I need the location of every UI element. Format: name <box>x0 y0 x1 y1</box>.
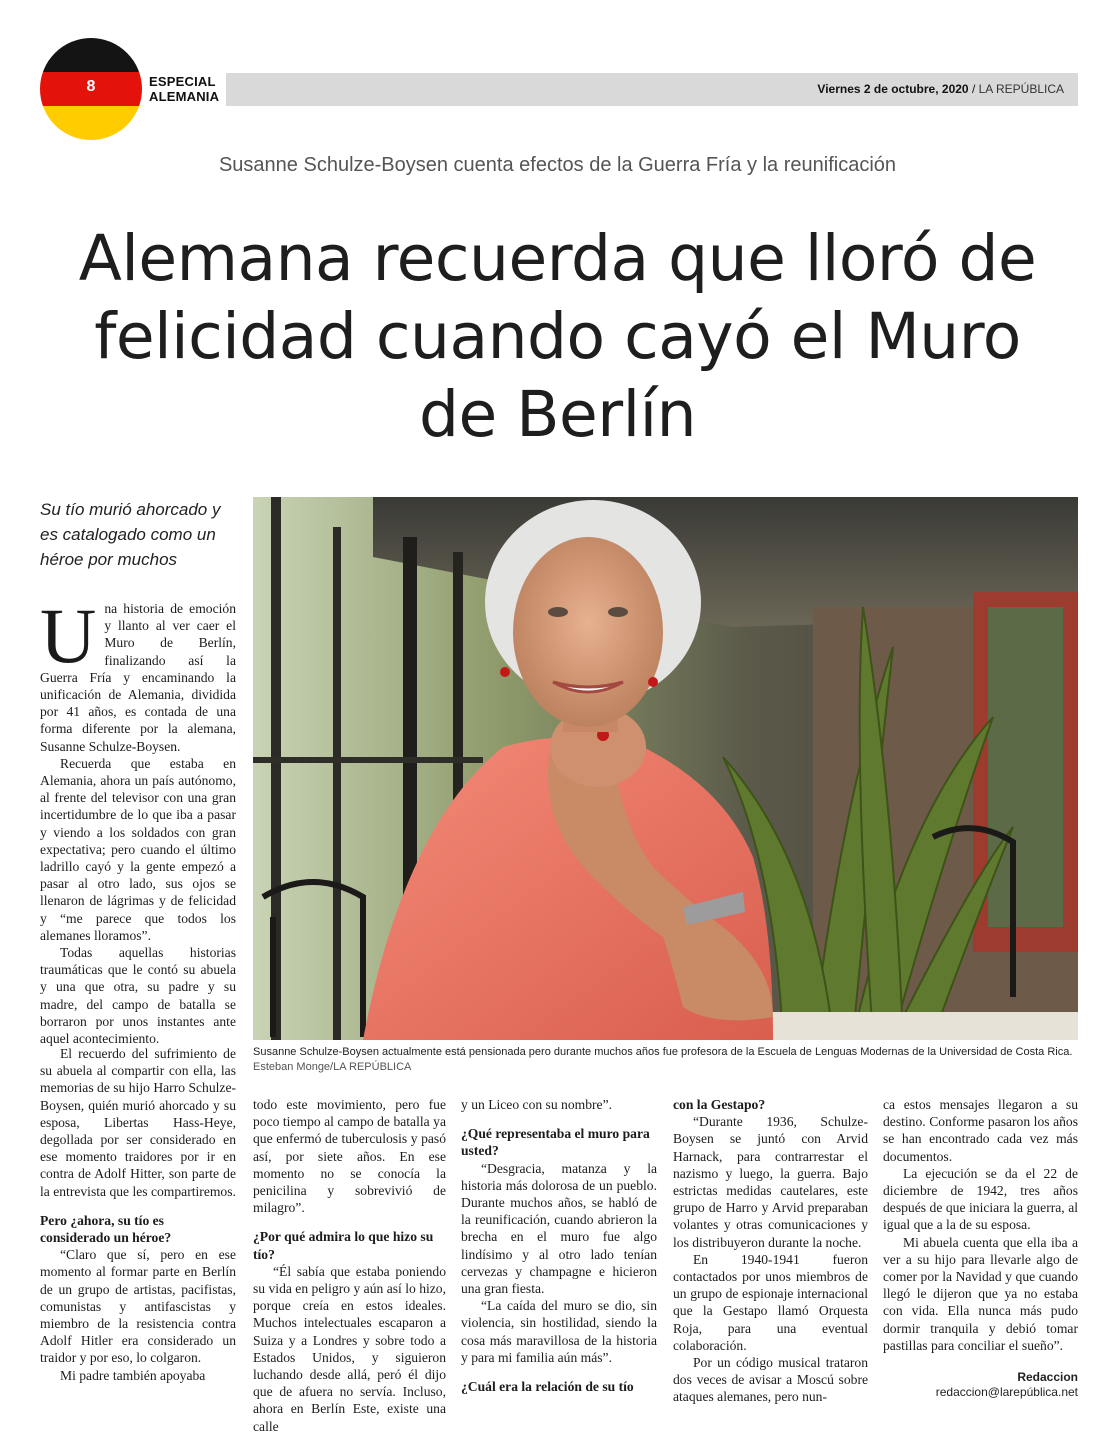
article-photo <box>253 497 1078 1040</box>
interview-question: ¿Qué representaba el muro para usted? <box>461 1126 650 1159</box>
paragraph: El recuerdo del sufrimiento de su abuela al compartir con ella, las memorias de su hijo Harro Schulze-Boysen, quién murió ahorcado y su esposa, Libertas Hass-Heye, degollada por ser considerado en ese momento traidores por ir en contra de Adolf Hitter, son parte de la entrevista que les compartiremos. <box>40 1046 236 1199</box>
paragraph: “Desgracia, matanza y la historia más dolorosa de un pueblo. Durante muchos años, se habló de la reunificación, cuando abrieron la brecha en el muro fue algo lindísimo y al otro lado tenían cervezas y champagne e hicieron una gran fiesta. <box>461 1160 657 1297</box>
paragraph: “Él sabía que estaba poniendo su vida en peligro y aún así lo hizo, porque creía en estos ideales. Muchos intelectuales escaparon a Suiza y a Londres y sobre todo a Estados Unidos, y siguieron luchando desde allá, peró él dijo que de afuera no servía. Incluso, ahora en Berlín Este, existe una calle <box>253 1263 446 1434</box>
section-label-line1: ESPECIAL <box>149 74 216 89</box>
article-headline: Alemana recuerda que lloró de felicidad cuando cayó el Muro de Berlín <box>78 222 1037 451</box>
paragraph: Mi padre también apoyaba <box>60 1367 206 1383</box>
dateline-separator: / <box>968 82 979 96</box>
article-subhead: Su tío murió ahorcado y es catalogado como un héroe por muchos <box>40 500 221 569</box>
photo-credit: Esteban Monge/LA REPÚBLICA <box>253 1061 412 1073</box>
section-label <box>149 74 229 104</box>
flag-red-stripe <box>40 72 142 106</box>
paragraph: Todas aquellas historias traumáticas que le contó su abuela y una que otra, su padre y su madre, del campo de batalla se borraron por unos instantes ante aquel acontecimiento. <box>40 945 236 1047</box>
article-column-4 <box>673 1096 868 1406</box>
article-column-1 <box>40 592 236 1047</box>
article-column-2 <box>253 1096 446 1435</box>
paragraph: “Claro que sí, pero en ese momento al formar parte en Berlín de un grupo de artistas, pacifistas, comunistas y antifascistas y miembro de la resistencia contra Adolf Hitler era considerado un traidor y por eso, lo colgaron. <box>40 1247 236 1366</box>
issue-date: Viernes 2 de octubre, 2020 <box>817 82 969 96</box>
germany-flag-badge <box>40 38 142 140</box>
page-number: 8 <box>86 78 96 95</box>
author-email[interactable]: redaccion@larepública.net <box>935 1385 1078 1399</box>
author-signature <box>936 1370 1078 1400</box>
interview-question: ¿Por qué admira lo que hizo su tío? <box>253 1229 434 1262</box>
paragraph: Mi abuela cuenta que ella iba a ver a su hijo para llevarle algo de comer por la Navidad y que cuando llegó le dijeron que ya no estaba con vida. Ella nunca más pudo dormir tranquila y debió tomar pastillas para conciliar el sueño”. <box>883 1234 1078 1353</box>
article-kicker: Susanne Schulze-Boysen cuenta efectos de la Guerra Fría y la reunificación <box>218 154 897 176</box>
section-label-line2: ALEMANIA <box>149 89 220 104</box>
paragraph: “Durante 1936, Schulze-Boysen se juntó con Arvid Harnack, para contrarrestar el nazismo y luego, la guerra. Bajo estrictas medidas cautelares, este grupo de Harro y Arvid preparaban volantes y otras comunicaciones y los distribuyeron durante la noche. <box>673 1114 868 1250</box>
paragraph: Recuerda que estaba en Alemania, ahora un país autónomo, al frente del televisor con una gran incertidumbre de lo que iba a pasar y viendo a los soldados con gran expectativa; pero cuando el último ladrillo cayó y la gente empezó a pasar al otro lado, sus ojos se llenaron de lágrimas y de felicidad y “me parece que todos los alemanes lloramos”. <box>40 755 236 943</box>
paragraph: todo este movimiento, pero fue poco tiempo al campo de batalla ya que enfermó de tuberculosis y pasó así, por siete años. En ese momento no se conocía la penicilina y sobrevivió de milagro”. <box>253 1097 446 1216</box>
dateline <box>817 82 1064 96</box>
flag-black-stripe <box>40 38 142 72</box>
interview-question: Pero ¿ahora, su tío es considerado un héroe? <box>40 1212 172 1246</box>
caption-text: Susanne Schulze-Boysen actualmente está pensionada pero durante muchos años fue profesora de la Escuela de Lenguas Modernas de la Universidad de Costa Rica. <box>253 1046 1073 1058</box>
article-column-1-continued <box>40 1045 236 1384</box>
flag-gold-stripe <box>40 106 142 140</box>
publication-name: LA REPÚBLICA <box>978 82 1064 96</box>
header-bar <box>226 73 1078 106</box>
interview-question-continued: con la Gestapo? <box>673 1097 766 1112</box>
photo-caption <box>253 1045 1078 1075</box>
article-column-3 <box>461 1096 657 1395</box>
paragraph: Por un código musical trataron dos veces de avisar a Moscú sobre ataques alemanes, pero nun- <box>673 1355 868 1405</box>
interview-question: ¿Cuál era la relación de su tío <box>461 1379 634 1395</box>
paragraph: “La caída del muro se dio, sin violencia, sin hostilidad, siendo la cosa más maravillosa de la historia y para mi familia aún más”. <box>461 1298 657 1365</box>
lead-paragraph: na historia de emoción y llanto al ver caer el Muro de Berlín, finalizando así la Guerra Fría y encaminando la unificación de Alemania, dividida por 41 años, es contada de una forma diferente por la alemana, Susanne Schulze-Boysen. <box>40 601 236 754</box>
article-column-5 <box>883 1096 1078 1354</box>
author-name: Redaccion <box>1017 1370 1078 1384</box>
paragraph: En 1940-1941 fueron contactados por unos miembros de un grupo de espionaje internacional que la Gestapo llamó Orquesta Roja, para una eventual colaboración. <box>673 1251 868 1353</box>
portrait-photo-illustration <box>253 497 1078 1040</box>
paragraph: La ejecución se da el 22 de diciembre de 1942, tres años después de que iniciara la guerra, al igual que a la de su esposa. <box>883 1165 1078 1233</box>
drop-cap: U <box>40 592 97 679</box>
paragraph: ca estos mensajes llegaron a su destino. Conforme pasaron los años se han encontrado cada vez más documentos. <box>883 1097 1078 1164</box>
paragraph: y un Liceo con su nombre”. <box>461 1097 612 1112</box>
